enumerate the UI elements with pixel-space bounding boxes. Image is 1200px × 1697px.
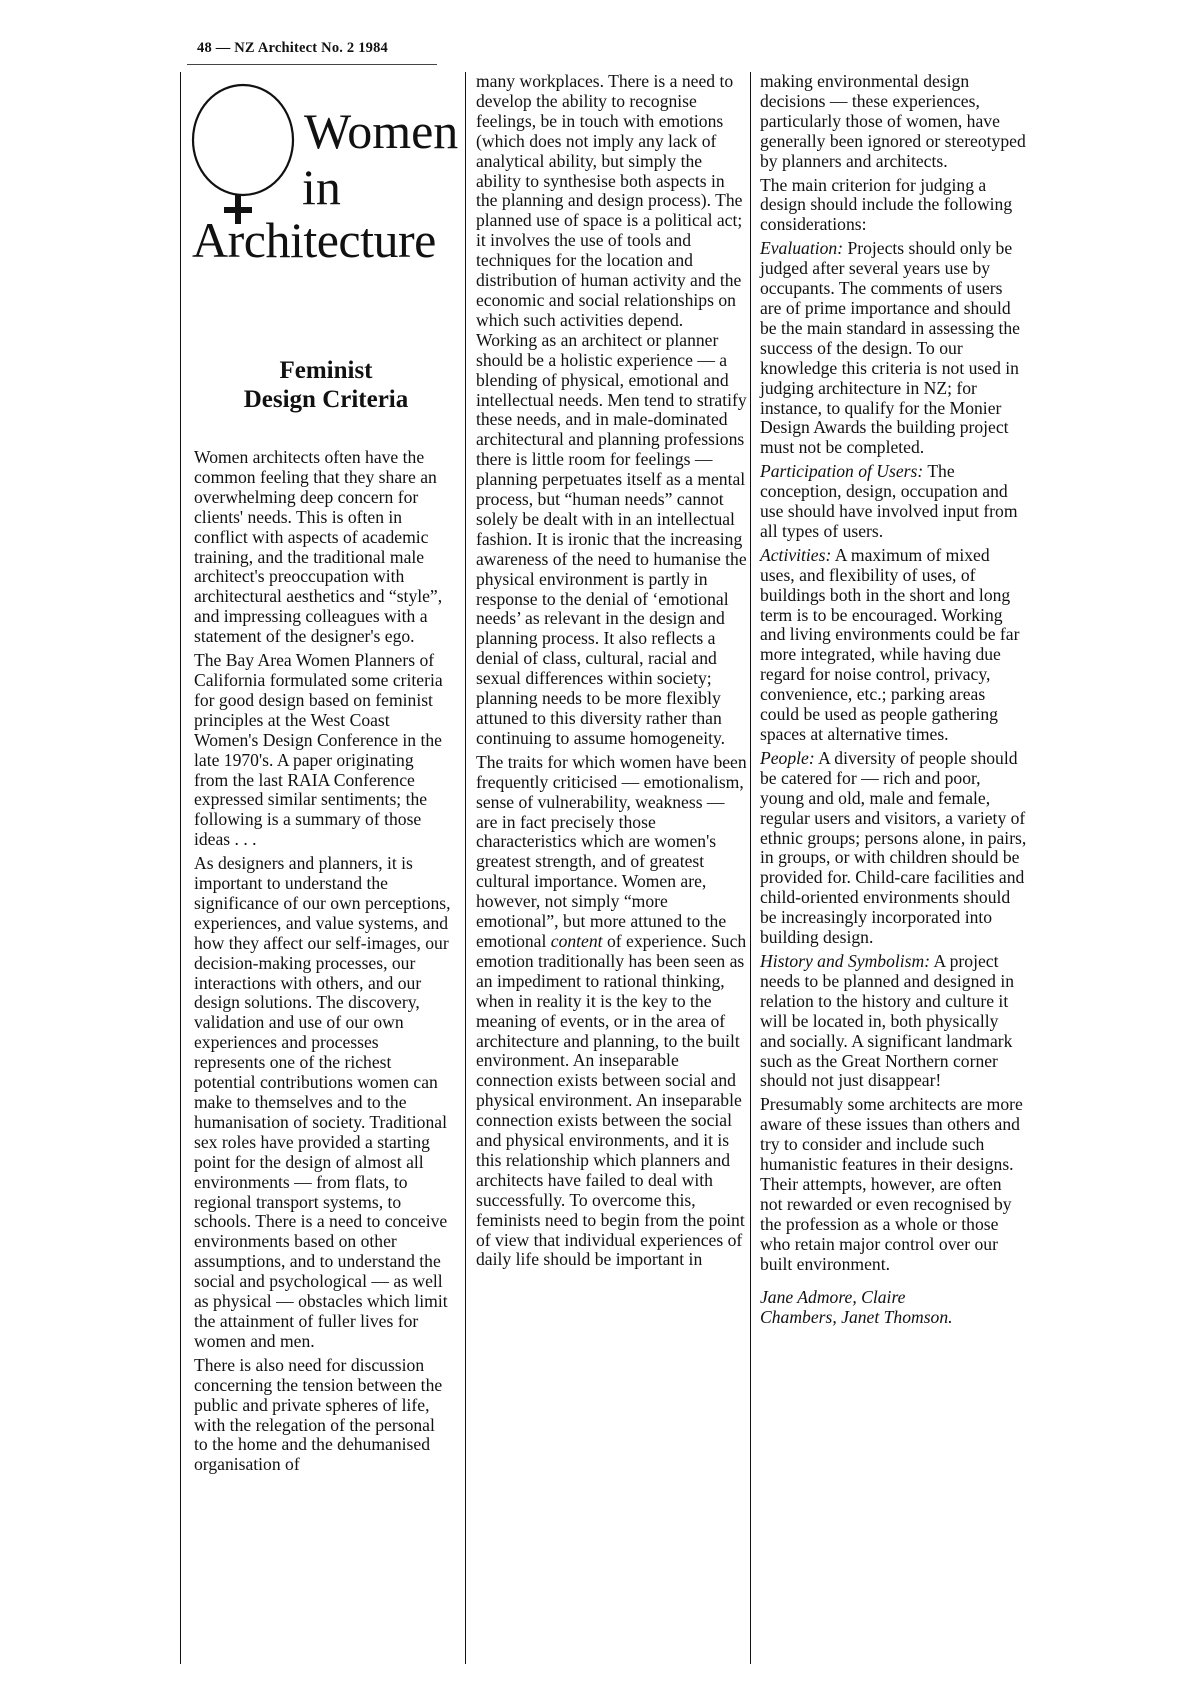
- running-head: 48 — NZ Architect No. 2 1984: [197, 40, 388, 56]
- header-rule: [187, 64, 437, 65]
- criterion-text: A diversity of people should be catered for — rich and poor, young and old, male and female, regular users and visitors, a variety of ethnic groups; persons alone, in pairs, in groups, or with children should be provided for. Child-care facilities and child-oriented environments should be increasingly incorporated into building design.: [760, 747, 1027, 948]
- text-run: The traits for which women have been frequently criticised — emotionalism, sense of vulnerability, weakness — are in fact precisely those characteristics which are women's greatest strength, and of greatest cultural importance. Women are, however, not simply “more emotional”, but more attuned to the emotional: [476, 751, 747, 951]
- article-column-3: [760, 72, 1028, 1328]
- paragraph: making environmental design decisions — these experiences, particularly those of women, have generally been ignored or stereotyped by planners and architects.: [760, 71, 1026, 171]
- paragraph: There is also need for discussion concerning the tension between the public and private spheres of life, with the relegation of the personal to the home and the dehumanised organisation of: [194, 1354, 443, 1475]
- paragraph: Women architects often have the common feeling that they share an overwhelming deep concern for clients' needs. This is often in conflict with aspects of academic training, and the traditional male architect's preoccupation with architectural aesthetics and “style”, and impressing colleagues with a statement of the designer's ego.: [194, 447, 443, 647]
- criterion-text: A maximum of mixed uses, and flexibility of uses, of buildings both in the short and long term is to be encouraged. Working and living environments could be far more integrated, while having due regard for noise control, privacy, convenience, etc.; parking areas could be used as people gathering spaces at alternative times.: [760, 544, 1020, 744]
- criterion-label: History and Symbolism:: [760, 950, 931, 971]
- criterion-participation: [760, 462, 1028, 542]
- criterion-text: A project needs to be planned and designed in relation to the history and culture it will be located in, both physically and socially. A significant landmark such as the Great Northern corner should not just disappear!: [760, 950, 1015, 1091]
- column-rule-2: [750, 72, 751, 1664]
- paragraph: Presumably some architects are more aware of these issues than others and try to consider and include such humanistic features in their designs. Their attempts, however, are often not rewarded or even recognised by the profession as a whole or those who retain major control over our built environment.: [760, 1094, 1023, 1274]
- author-line-1: Jane Admore, Claire: [760, 1287, 906, 1308]
- author-line-2: Chambers, Janet Thomson.: [760, 1307, 953, 1328]
- subheading-line-2: Design Criteria: [243, 386, 409, 413]
- emphasis-content: content: [550, 930, 603, 951]
- criterion-history: [760, 952, 1028, 1091]
- criterion-label: Participation of Users:: [760, 461, 924, 482]
- article-column-1: [194, 448, 452, 1475]
- paragraph: The main criterion for judging a design should include the following considerations:: [760, 174, 1013, 235]
- paragraph: [476, 753, 747, 1271]
- column-rule-1: [465, 72, 466, 1664]
- title-women: Women: [304, 103, 459, 159]
- criterion-text: Projects should only be judged after several years use by occupants. The comments of users are of prime importance and should be the main standard in assessing the success of the design. To our knowledge this criteria is not used in judging architecture in NZ; for instance, to qualify for the Monier Design Awards the building project must not be completed.: [760, 238, 1020, 458]
- article-column-2: [476, 72, 747, 1270]
- paragraph: many workplaces. There is a need to develop the ability to recognise feelings, be in touch with emotions (which does not imply any lack of analytical ability, but simply the ability to synthesise both aspects in the planning and design process). The planned use of space is a political act; it involves the use of tools and techniques for the location and distribution of human activity and the economic and social relationships on which such activities depend. Working as an architect or planner should be a holistic experience — a blending of physical, emotional and intellectual needs. Men tend to stratify these needs, and in male-dominated architectural and planning professions there is little room for feelings — planning perpetuates itself as a mental process, but “human needs” cannot solely be dealt with in an intellectual fashion. It is ironic that the increasing awareness of the need to humanise the physical environment is partly in response to the denial of ‘emotional needs’ as relevant in the design and planning process. It also reflects a denial of class, cultural, racial and sexual differences within society; planning needs to be more flexibly attuned to this diversity rather than continuing to assume homogeneity.: [476, 71, 747, 748]
- subheading: [194, 356, 458, 414]
- subheading-line-1: Feminist: [279, 357, 373, 384]
- paragraph: The Bay Area Women Planners of California formulated some criteria for good design based on feminist principles at the West Coast Women's Design Conference in the late 1970's. A paper originating from the last RAIA Conference expressed similar sentiments; the following is a summary of those ideas . . .: [194, 650, 443, 850]
- paragraph: As designers and planners, it is important to understand the significance of our own perceptions, experiences, and value systems, and how they affect our self-images, our decision-making processes, our interactions with others, and our design solutions. The discovery, validation and use of our own experiences and processes represents one of the richest potential contributions women can make to themselves and to the humanisation of society. Traditional sex roles have provided a starting point for the design of almost all environments — from flats, to regional transport systems, to schools. There is a need to conceive environments based on other assumptions, and to understand the social and psychological — as well as physical — obstacles which limit the attainment of fuller lives for women and men.: [194, 853, 451, 1351]
- criterion-label: People:: [760, 747, 815, 768]
- text-run: of experience. Such emotion traditionally has been seen as an impediment to rational thinking, when in reality it is the key to the meaning of events, or in the area of architecture and planning, to the built environment. An inseparable connection exists between social and physical environment. An inseparable connection exists between the social and physical environments, and it is this relationship which planners and architects have failed to deal with successfully. To overcome this, feminists need to begin from the point of view that individual experiences of daily life should be important in: [476, 930, 747, 1270]
- column-rule-left: [180, 72, 181, 1664]
- title-block: [190, 82, 460, 282]
- criterion-label: Evaluation:: [760, 238, 844, 259]
- title-architecture: Architecture: [192, 212, 436, 268]
- title-in: in: [302, 159, 341, 215]
- criterion-label: Activities:: [760, 544, 832, 565]
- author-byline: [760, 1288, 1028, 1328]
- criterion-evaluation: [760, 239, 1028, 458]
- criterion-activities: [760, 546, 1028, 745]
- criterion-people: [760, 749, 1028, 948]
- criterion-text: The conception, design, occupation and use should have involved input from all types of users.: [760, 461, 1018, 541]
